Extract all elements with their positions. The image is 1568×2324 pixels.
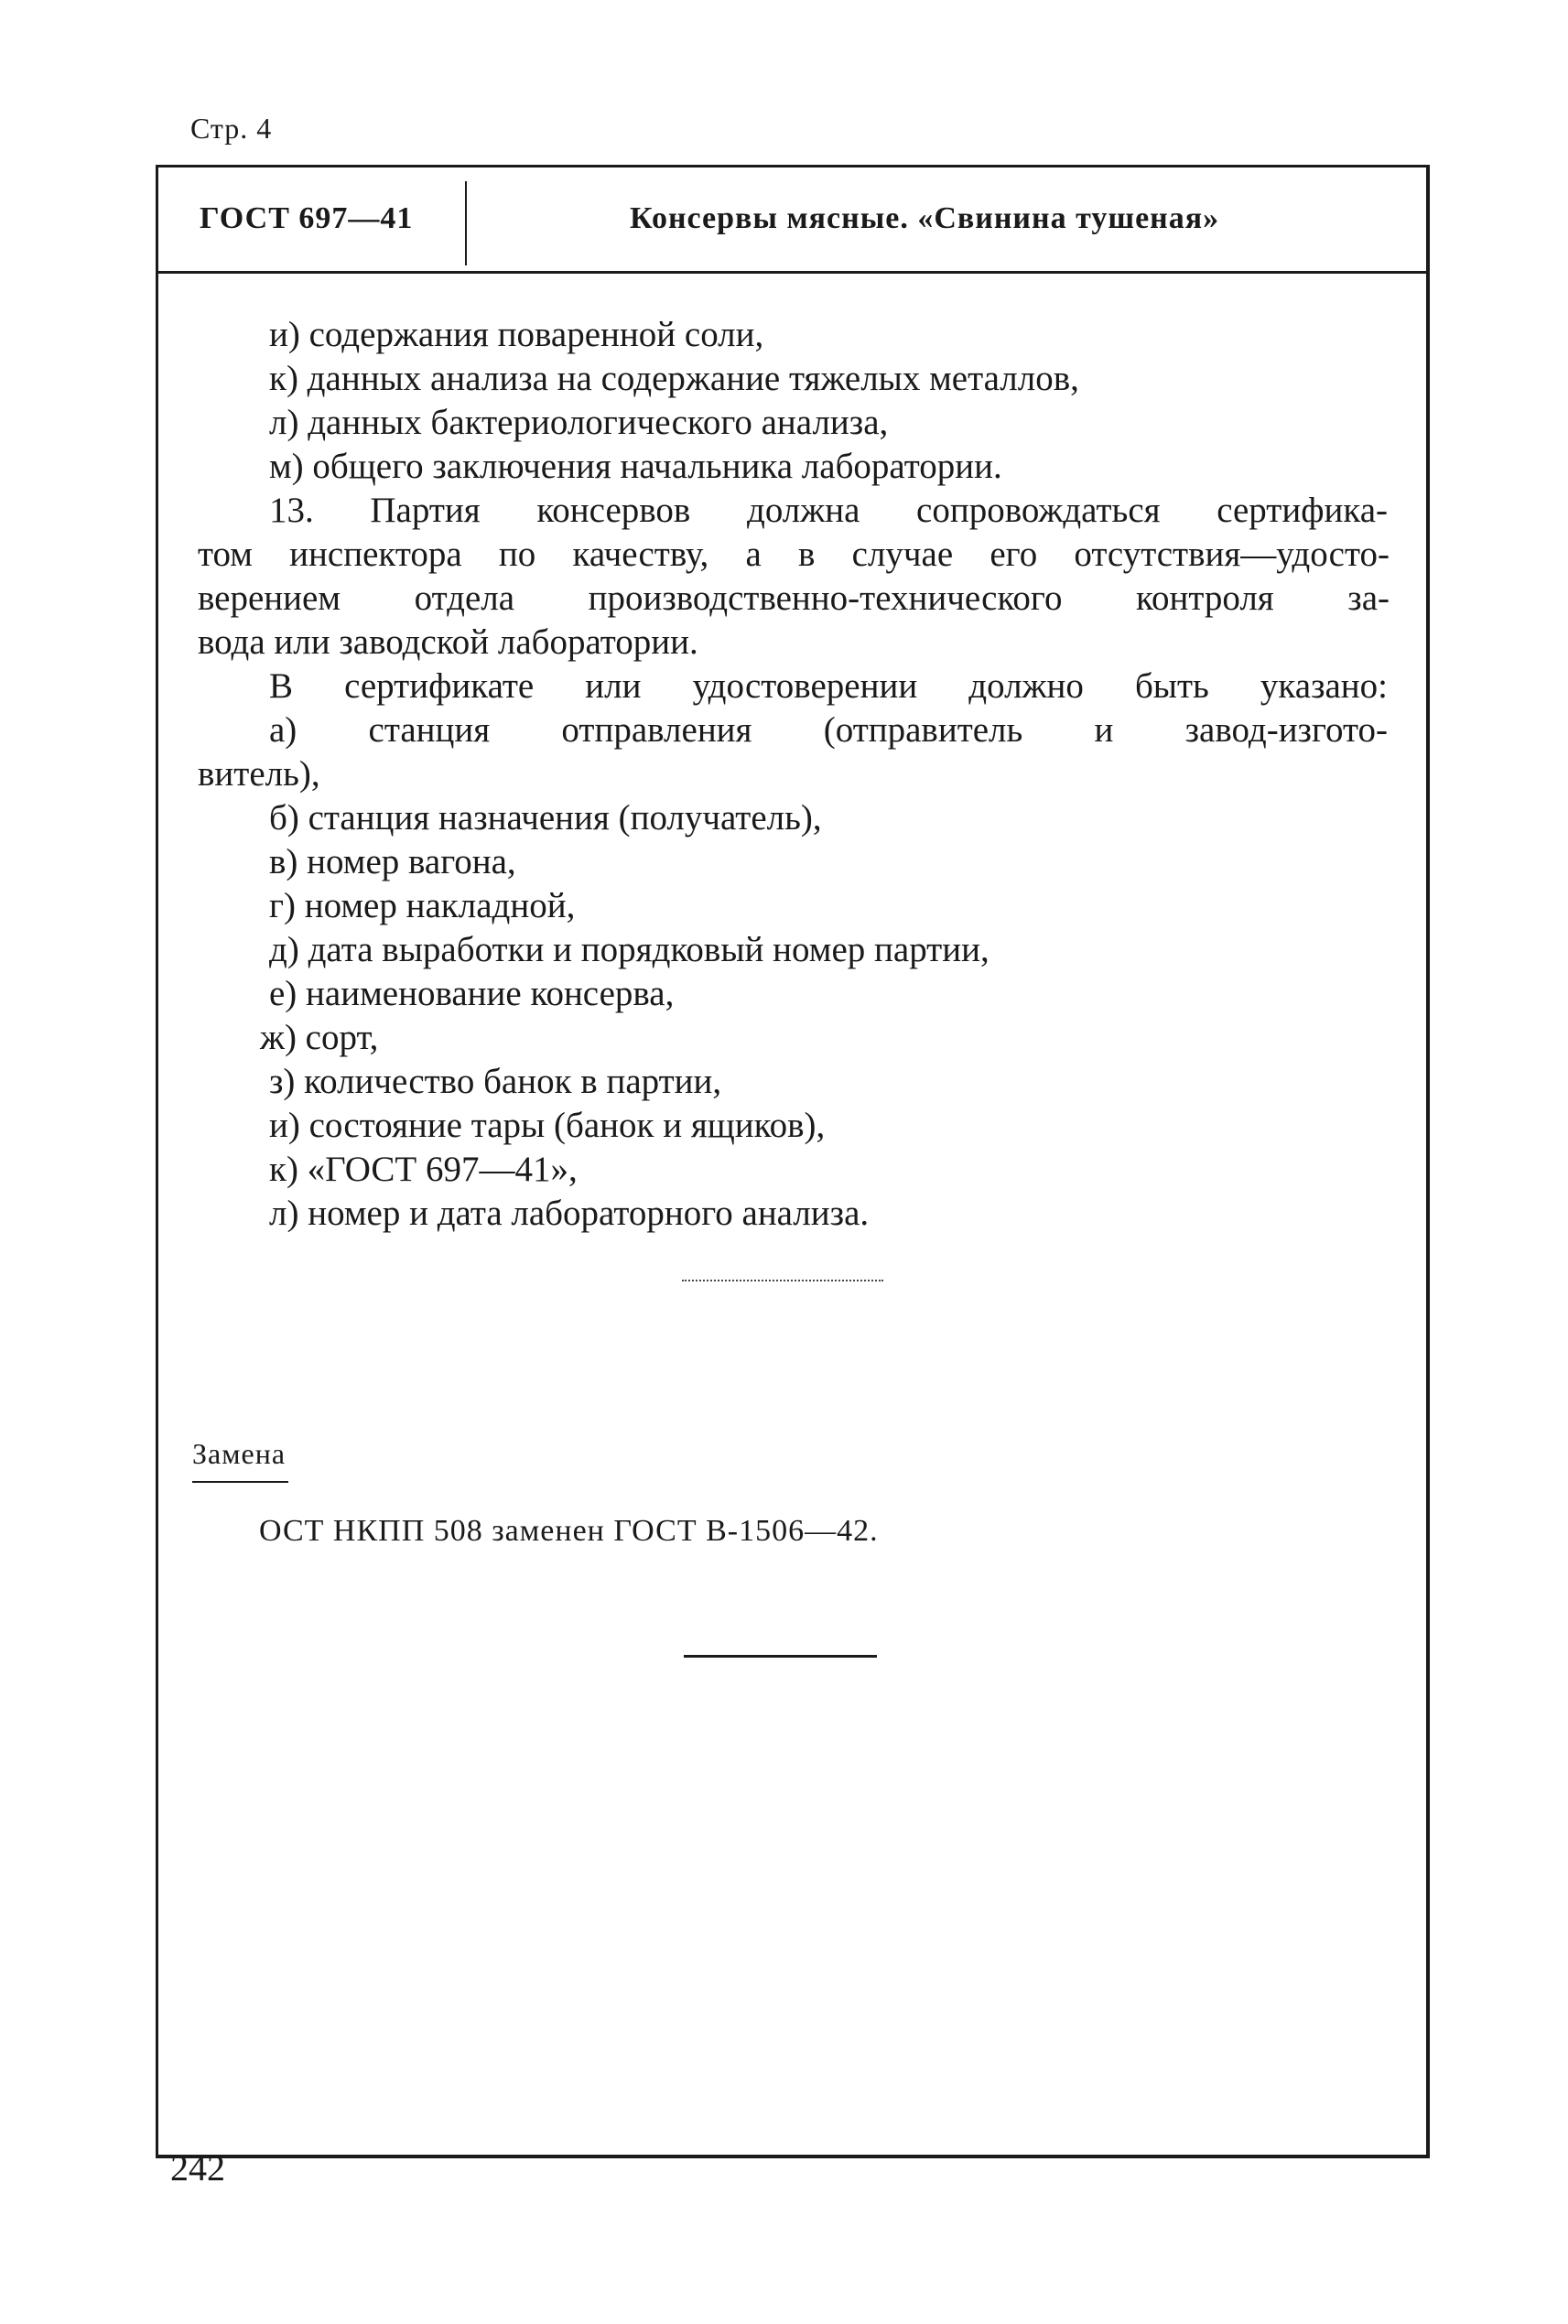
- text-line: и) содержания поваренной соли,: [269, 315, 764, 354]
- text-line: е) наименование консерва,: [269, 974, 675, 1013]
- text-line: з) количество банок в партии,: [269, 1062, 722, 1101]
- replacement-heading: Замена: [192, 1437, 287, 1470]
- text-line: том инспектора по качеству, а в случае его отсутствия—удосто-: [198, 535, 1390, 574]
- text-line: вода или заводской лаборатории.: [198, 622, 698, 662]
- text-line: а) станция отправления (отправитель и завод-изгото-: [269, 710, 1388, 750]
- text-line: г) номер накладной,: [269, 886, 576, 925]
- header-divider: [158, 271, 1427, 274]
- text-line: л) номер и дата лабораторного анализа.: [269, 1194, 870, 1233]
- header-separator: [465, 181, 467, 265]
- text-line: к) «ГОСТ 697—41»,: [269, 1150, 578, 1189]
- text-line: витель),: [198, 754, 320, 794]
- page-number: 242: [170, 2147, 225, 2189]
- text-line: В сертификате или удостоверении должно быть указано:: [269, 666, 1388, 706]
- replacement-heading-underline: [192, 1481, 288, 1483]
- end-rule: [684, 1655, 877, 1658]
- text-line: верением отдела производственно-технического контроля за-: [198, 578, 1390, 618]
- text-line: б) станция назначения (получатель),: [269, 798, 822, 838]
- text-line: л) данных бактериологического анализа,: [269, 403, 889, 442]
- page-label: Стр. 4: [190, 112, 273, 145]
- text-line: к) данных анализа на содержание тяжелых металлов,: [269, 359, 1079, 398]
- standard-title: Консервы мясные. «Свинина тушеная»: [630, 201, 1220, 235]
- text-line: и) состояние тары (банок и ящиков),: [269, 1106, 826, 1145]
- section-divider: [682, 1280, 883, 1281]
- standard-code: ГОСТ 697—41: [200, 201, 414, 235]
- text-line: 13. Партия консервов должна сопровождаться сертифика-: [269, 491, 1388, 530]
- text-line: в) номер вагона,: [269, 842, 516, 881]
- text-line: м) общего заключения начальника лаборатории.: [269, 447, 1002, 486]
- replacement-text: ОСТ НКПП 508 заменен ГОСТ В-1506—42.: [259, 1514, 879, 1548]
- text-line: ж) сорт,: [260, 1018, 379, 1057]
- text-line: д) дата выработки и порядковый номер партии,: [269, 930, 989, 969]
